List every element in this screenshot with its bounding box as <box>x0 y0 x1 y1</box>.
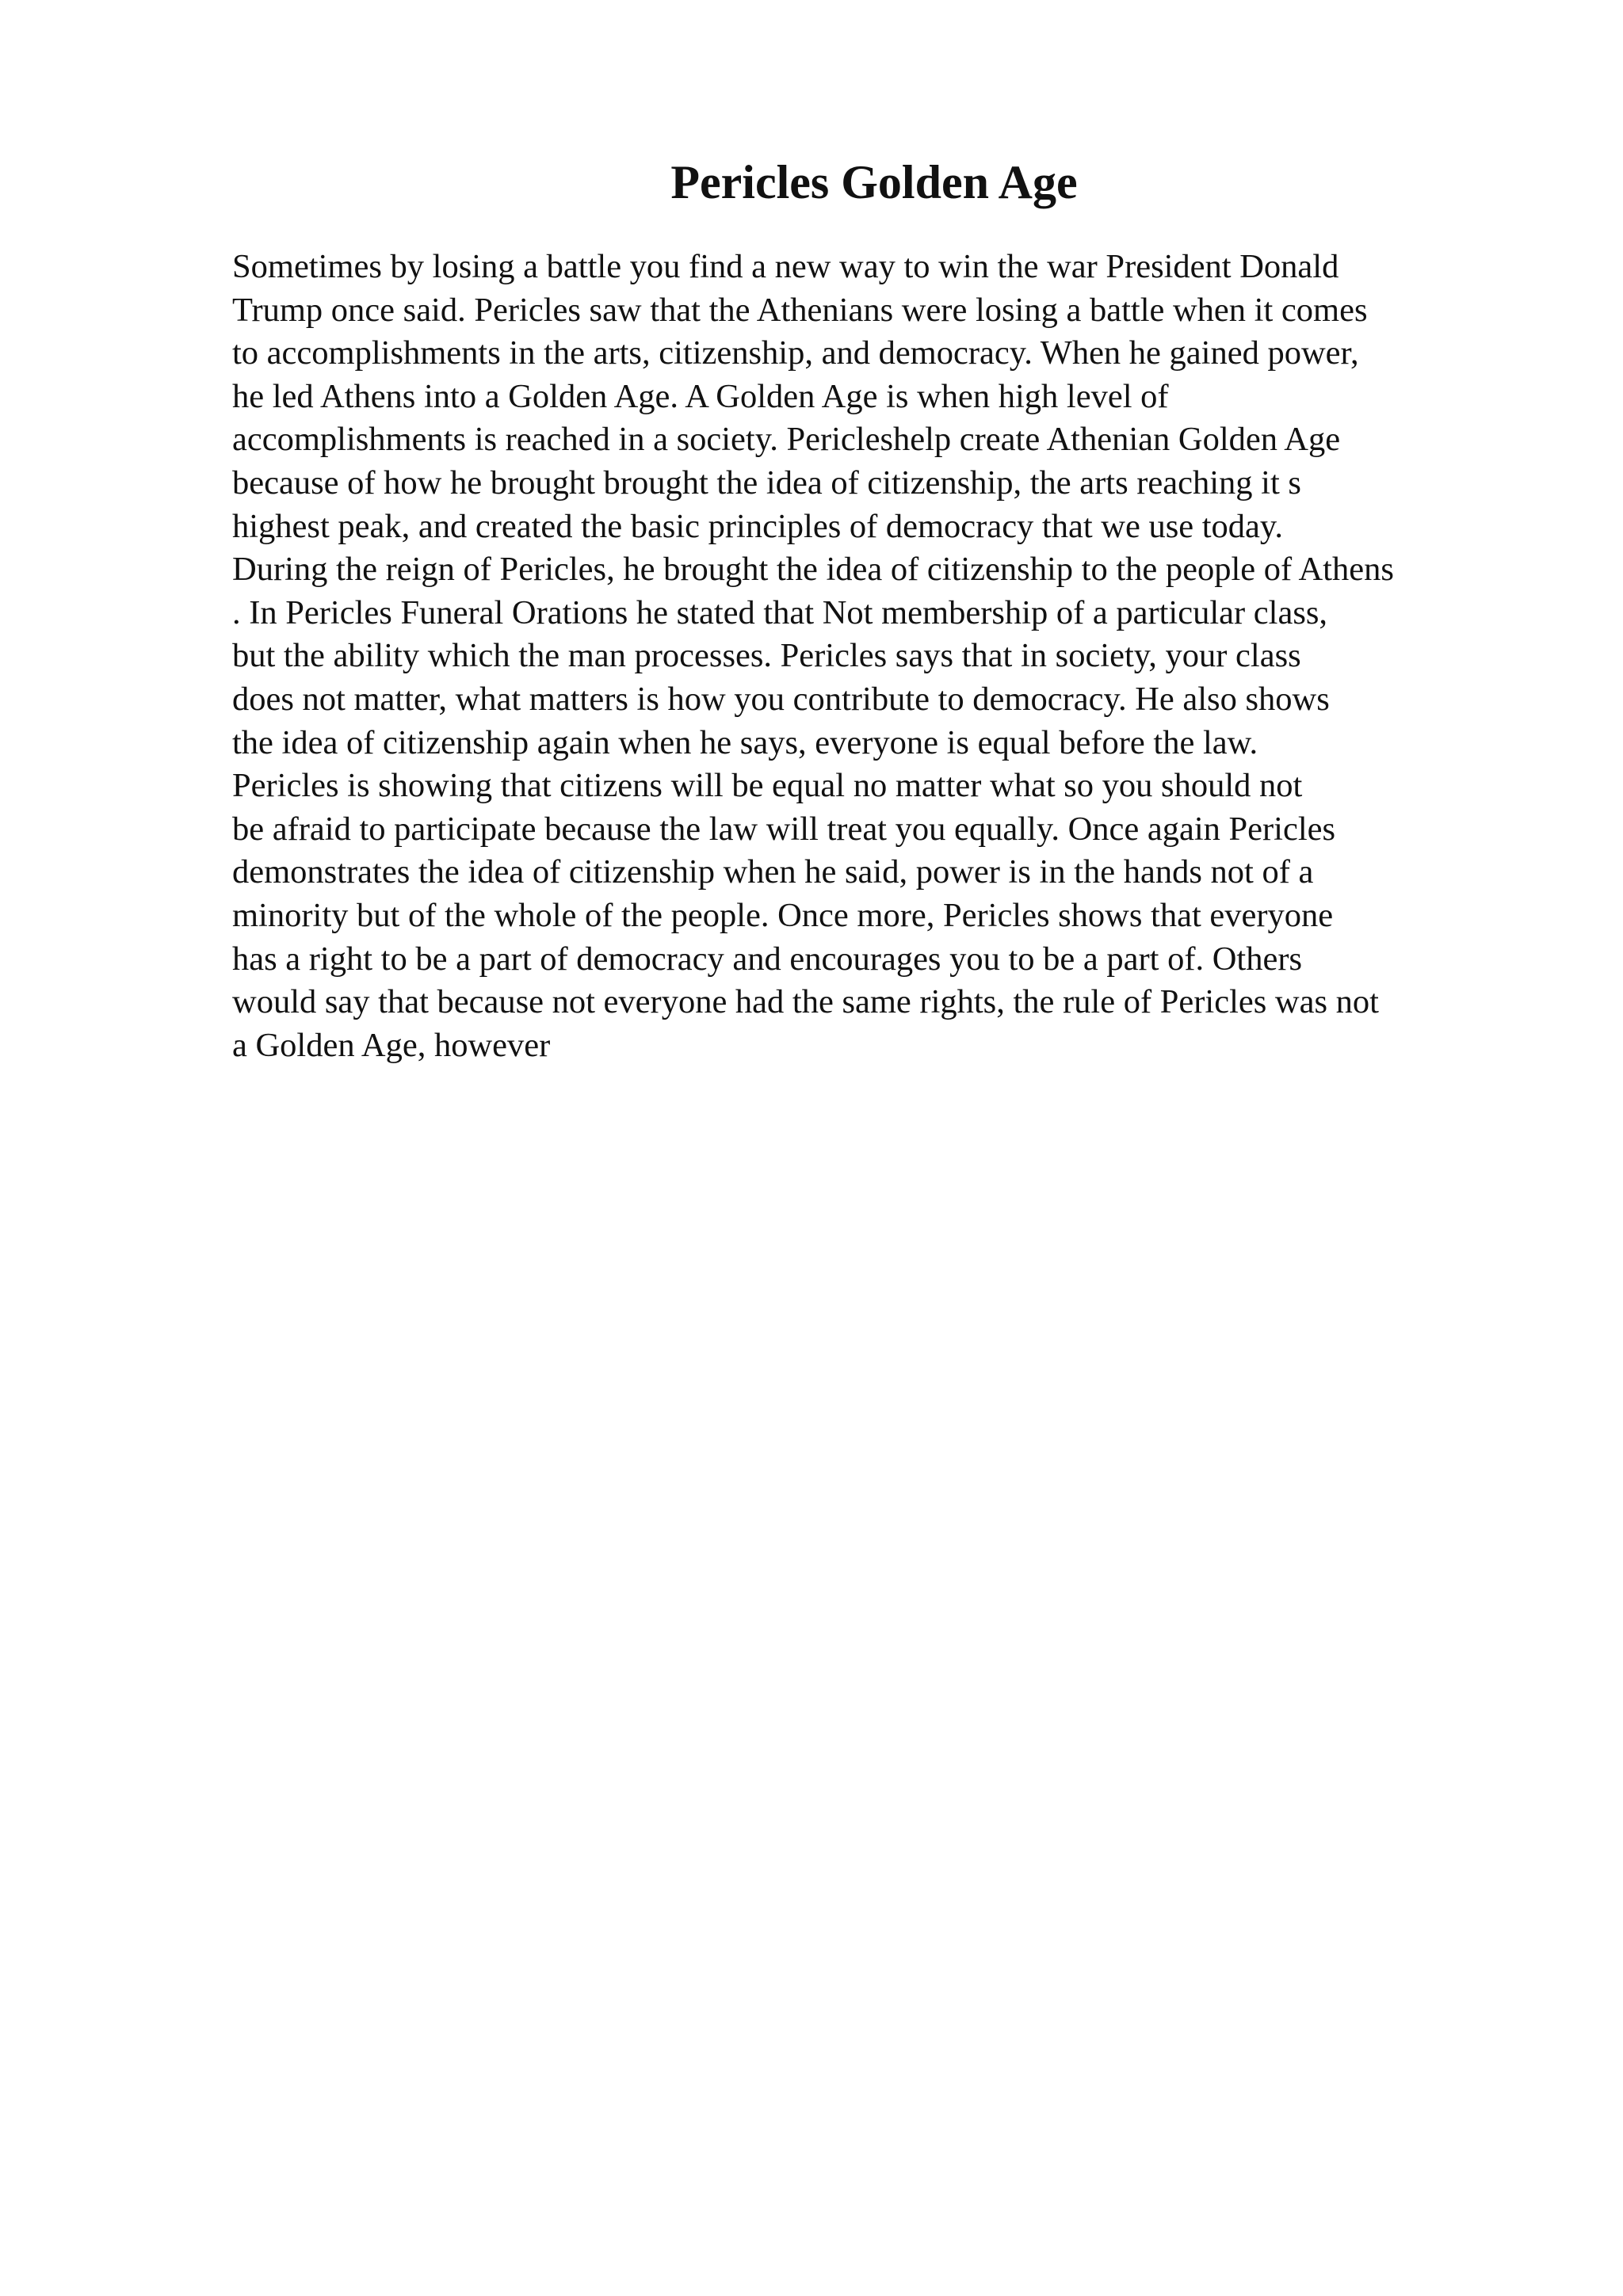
essay-body <box>232 246 1595 1067</box>
text-line: Pericles is showing that citizens will be equal no matter what so you should not <box>232 767 1303 805</box>
text-line: Trump once said. Pericles saw that the Athenians were losing a battle when it comes <box>232 291 1368 329</box>
document-title: Pericles Golden Age <box>670 156 1078 208</box>
text-line: minority but of the whole of the people. Once more, Pericles shows that everyone <box>232 896 1334 934</box>
text-line: would say that because not everyone had the same rights, the rule of Pericles was not <box>232 983 1379 1021</box>
text-line: demonstrates the idea of citizenship when he said, power is in the hands not of a <box>232 853 1314 891</box>
text-line: During the reign of Pericles, he brought the idea of citizenship to the people of Athens <box>232 551 1394 589</box>
text-line: highest peak, and created the basic principles of democracy that we use today. <box>232 507 1284 545</box>
text-line: he led Athens into a Golden Age. A Golden Age is when high level of <box>232 377 1169 415</box>
text-line: the idea of citizenship again when he says, everyone is equal before the law. <box>232 723 1258 761</box>
text-line: but the ability which the man processes. Pericles says that in society, your class <box>232 637 1301 675</box>
text-line: a Golden Age, however <box>232 1026 551 1064</box>
text-line: does not matter, what matters is how you contribute to democracy. He also shows <box>232 680 1330 718</box>
text-line: accomplishments is reached in a society. Pericleshelp create Athenian Golden Age <box>232 421 1341 459</box>
text-line: . In Pericles Funeral Orations he stated that Not membership of a particular class, <box>232 593 1328 631</box>
text-line: Sometimes by losing a battle you find a new way to win the war President Donald <box>232 248 1339 285</box>
text-line: has a right to be a part of democracy and encourages you to be a part of. Others <box>232 940 1303 978</box>
text-line: to accomplishments in the arts, citizenship, and democracy. When he gained power, <box>232 334 1359 372</box>
text-line: be afraid to participate because the law will treat you equally. Once again Pericles <box>232 810 1336 848</box>
text-line: because of how he brought brought the idea of citizenship, the arts reaching it s <box>232 463 1301 502</box>
